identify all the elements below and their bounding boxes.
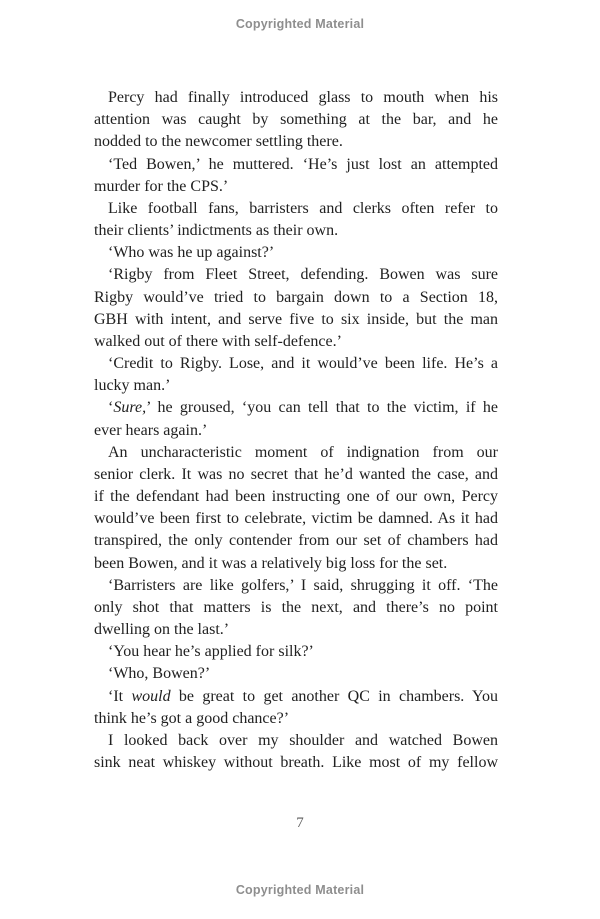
text-line (94, 464, 498, 486)
text-line (94, 109, 498, 131)
text-line (94, 309, 498, 331)
text-line (94, 397, 498, 419)
text-line (94, 287, 498, 309)
text-run: ‘You hear he’s applied for silk?’ (108, 643, 314, 661)
text-line (94, 220, 498, 242)
text-line (94, 242, 498, 264)
text-line (94, 442, 498, 464)
text-line (94, 730, 498, 752)
copyright-notice-top: Copyrighted Material (235, 17, 365, 31)
text-line (94, 331, 498, 353)
text-run: Rigby would’ve tried to bargain down to a Section 18, (94, 288, 498, 306)
text-run: Percy had finally introduced glass to mouth when his (108, 89, 498, 106)
text-run: attention was caught by something at the bar, and he (94, 111, 498, 129)
page-number: 7 (296, 815, 304, 831)
text-line (94, 619, 498, 641)
text-line (94, 553, 498, 575)
text-line (94, 420, 498, 442)
page-body-text (94, 87, 498, 774)
text-line (94, 530, 498, 552)
text-line (94, 486, 498, 508)
text-run: ‘Rigby from Fleet Street, defending. Bowen was sure (108, 266, 498, 284)
text-run: be great to get another QC in chambers. You (170, 687, 498, 705)
copyright-notice-bottom: Copyrighted Material (235, 883, 365, 897)
text-run: ‘Barristers are like golfers,’ I said, shrugging it off. ‘The (108, 576, 498, 594)
text-run: only shot that matters is the next, and there’s no point (94, 598, 498, 616)
text-line (94, 87, 498, 109)
text-line (94, 708, 498, 730)
text-line (94, 154, 498, 176)
text-run: An uncharacteristic moment of indignation from our (108, 443, 498, 461)
text-line (94, 375, 498, 397)
text-line (94, 597, 498, 619)
text-line (94, 575, 498, 597)
text-run: transpired, the only contender from our set of chambers had (94, 532, 498, 550)
text-line (94, 686, 498, 708)
text-line (94, 198, 498, 220)
text-run: would’ve been first to celebrate, victim be damned. As it had (94, 510, 498, 528)
text-line (94, 176, 498, 198)
text-run: ever hears again.’ (94, 421, 208, 439)
text-run: murder for the CPS.’ (94, 177, 229, 195)
text-run: ‘It (108, 687, 132, 705)
text-run: GBH with intent, and serve five to six inside, but the man (94, 310, 498, 328)
text-run: ‘Credit to Rigby. Lose, and it would’ve been life. He’s a (108, 355, 498, 373)
text-line (94, 131, 498, 153)
text-run: ‘Who, Bowen?’ (108, 665, 211, 683)
text-run: walked out of there with self-defence.’ (94, 332, 342, 350)
text-run: ‘ (108, 399, 114, 417)
text-line (94, 641, 498, 663)
text-line (94, 264, 498, 286)
text-run: think he’s got a good chance?’ (94, 709, 290, 727)
text-run: if the defendant had been instructing one of our own, Percy (94, 488, 498, 506)
text-run: been Bowen, and it was a relatively big loss for the set. (94, 554, 448, 572)
text-run: Like football fans, barristers and clerks often refer to (108, 199, 498, 217)
text-line (94, 353, 498, 375)
text-run: their clients’ indictments as their own. (94, 222, 339, 240)
text-line (94, 508, 498, 530)
text-line (94, 663, 498, 685)
text-line (94, 752, 498, 774)
italic-text-run: Sure, (113, 399, 147, 417)
text-run: senior clerk. It was no secret that he’d wanted the case, and (94, 465, 498, 483)
italic-text-run: would (131, 687, 171, 705)
text-run: I looked back over my shoulder and watched Bowen (108, 731, 498, 749)
text-run: dwelling on the last.’ (94, 621, 230, 639)
text-run: lucky man.’ (94, 377, 171, 395)
text-run: sink neat whiskey without breath. Like most of my fellow (94, 754, 498, 772)
text-run: nodded to the newcomer settling there. (94, 133, 343, 151)
text-run: ‘Ted Bowen,’ he muttered. ‘He’s just lost an attempted (108, 155, 498, 173)
text-run: ’ he groused, ‘you can tell that to the victim, if he (146, 399, 498, 417)
text-run: ‘Who was he up against?’ (108, 244, 275, 262)
